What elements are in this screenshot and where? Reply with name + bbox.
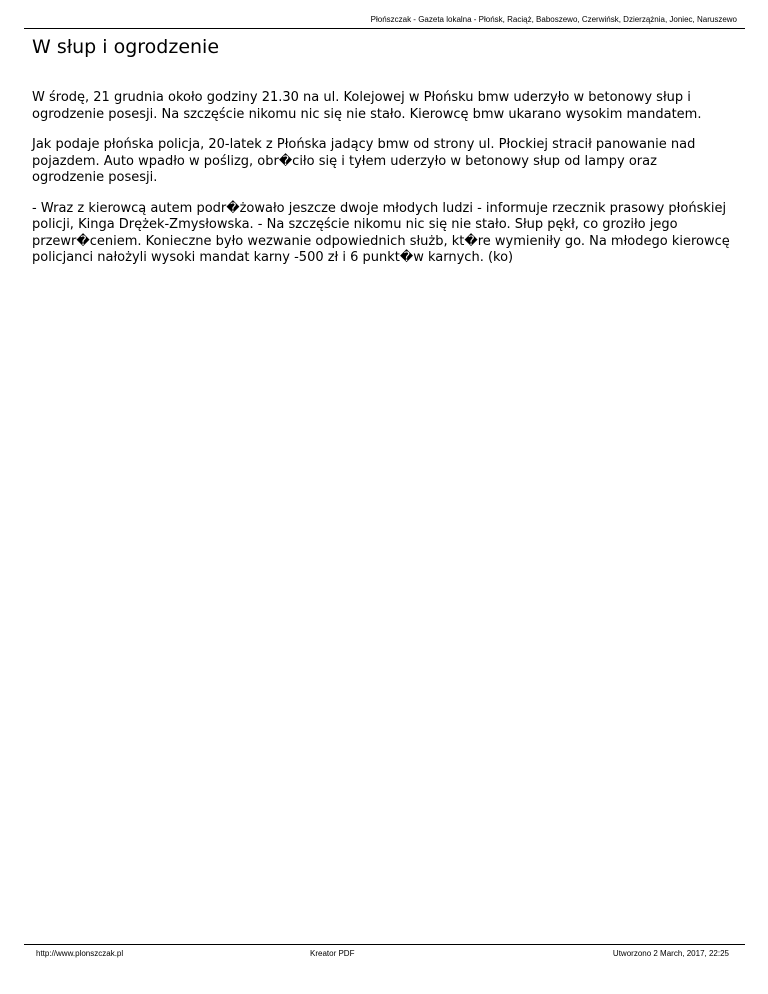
article-paragraph-3: - Wraz z kierowcą autem podr�żowało jeszcze dwoje młodych ludzi - informuje rzecznik prasowy płońskiej policji, Kinga Drężek-Zmysłowska. - Na szczęście nikomu nic się nie stało. Słup pękł, co groziło jego przewr�ceniem. Konieczne było wezwanie odpowiednich służb, kt�re wymieniły go. Na młodego kierowcę policjanci nałożyli wysoki mandat karny -500 zł i 6 punkt�w karnych. (ko) bbox=[32, 200, 730, 265]
footer-creator: Kreator PDF bbox=[310, 949, 355, 958]
footer-created-date: Utworzono 2 March, 2017, 22:25 bbox=[612, 949, 729, 958]
article-paragraph-2: Jak podaje płońska policja, 20-latek z Płońska jadący bmw od strony ul. Płockiej stracił panowanie nad pojazdem. Auto wpadło w poślizg, obr�ciło się i tyłem uderzyło w betonowy słup od lampy oraz ogrodzenie posesji. bbox=[32, 137, 696, 185]
page-footer bbox=[24, 944, 745, 961]
article-paragraph-1: W środę, 21 grudnia około godziny 21.30 na ul. Kolejowej w Płońsku bmw uderzyło w betonowy słup i ogrodzenie posesji. Na szczęście nikomu nic się nie stało. Kierowcę bmw ukarano wysokim mandatem. bbox=[32, 90, 702, 122]
article-title: W słup i ogrodzenie bbox=[32, 36, 220, 58]
page-header bbox=[24, 15, 745, 29]
article-body bbox=[32, 90, 732, 281]
footer-url: http://www.plonszczak.pl bbox=[36, 949, 124, 958]
site-header-text: Płońszczak - Gazeta lokalna - Płońsk, Raciąż, Baboszewo, Czerwińsk, Dzierzążnia, Joniec, Naruszewo bbox=[370, 15, 737, 24]
